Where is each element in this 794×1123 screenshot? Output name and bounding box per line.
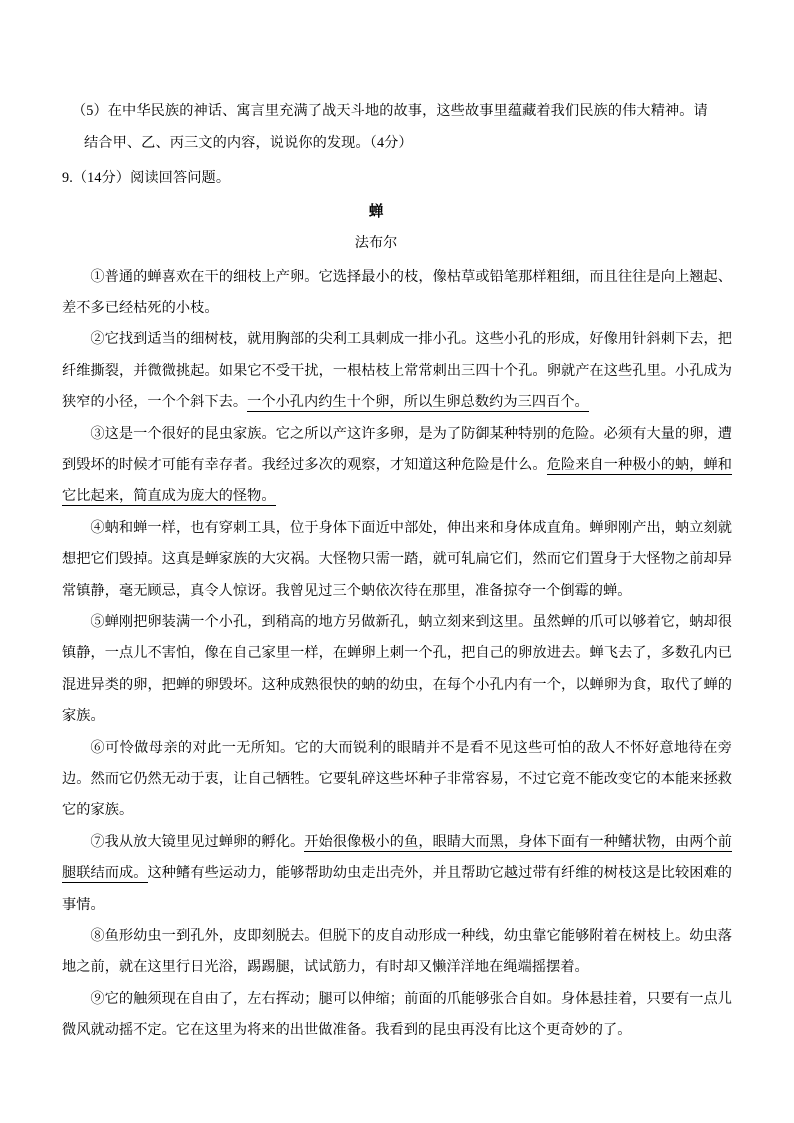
article-paragraph [62, 324, 732, 418]
article-paragraph [62, 607, 732, 733]
article-paragraph [62, 921, 732, 984]
carry-over-question-line-2: 结合甲、乙、丙三文的内容，说说你的发现。（4分） [84, 134, 413, 151]
paragraph-text: ②它找到适当的细树枝，就用胸部的尖利工具刺成一排小孔。这些小孔的形成，好像用针斜刺下去，把纤维撕裂，并微微挑起。如果它不受干扰，一根枯枝上常常刺出三四十个孔。卵就产在这些孔里。小孔成为狭窄的小径，一个个斜下去。 [62, 331, 732, 411]
paragraph-text: ⑥可怜做母亲的对此一无所知。它的大而锐利的眼睛并不是看不见这些可怕的敌人不怀好意地待在旁边。然而它仍然无动于衷，让自己牺牲。它要轧碎这些坏种子非常容易，不过它竟不能改变它的本能来拯救它的家族。 [62, 739, 732, 819]
paragraph-text: ①普通的蝉喜欢在干的细枝上产卵。它选择最小的枝，像枯草或铅笔那样粗细，而且往往是向上翘起、差不多已经枯死的小枝。 [62, 268, 732, 316]
carry-over-question [62, 96, 732, 159]
article-body [62, 262, 732, 1047]
article-paragraph [62, 827, 732, 921]
question-stem: 9.（14分）阅读回答问题。 [62, 170, 231, 186]
underlined-text: 开始很像极小的鱼，眼睛大而黑，身体下面有一种鳍状物，由两个前腿联结而成。 [62, 833, 732, 882]
paragraph-text: ④蚋和蝉一样，也有穿刺工具，位于身体下面近中部处，伸出来和身体成直角。蝉卵刚产出，蚋立刻就想把它们毁掉。这真是蝉家族的大灾祸。大怪物只需一踏，就可轧扁它们，然而它们置身于大怪物之前却异常镇静，毫无顾忌，真令人惊讶。我曾见过三个蚋依次待在那里，准备掠夺一个倒霉的蝉。 [62, 519, 732, 599]
underlined-text: 危险来自一种极小的蚋，蝉和它比起来，简直成为庞大的怪物。 [62, 456, 733, 505]
paragraph-text: ⑤蝉刚把卵装满一个小孔，到稍高的地方另做新孔，蚋立刻来到这里。虽然蝉的爪可以够着它，蚋却很镇静，一点儿不害怕，像在自己家里一样，在蝉卵上刺一个孔，把自己的卵放进去。蝉飞去了，多数孔内已混进异类的卵，把蝉的卵毁坏。这种成熟很快的蚋的幼虫，在每个小孔内有一个，以蝉卵为食，取代了蝉的家族。 [62, 613, 732, 725]
carry-over-question-line-1: （5）在中华民族的神话、寓言里充满了战天斗地的故事，这些故事里蕴藏着我们民族的伟大精神。请 [72, 103, 708, 119]
article-paragraph [62, 984, 732, 1047]
underlined-text: 一个小孔内约生十个卵，所以生卵总数约为三四百个。 [247, 394, 589, 411]
paragraph-text: 这种鳍有些运动力，能够帮助幼虫走出壳外，并且帮助它越过带有纤维的树枝这是比较困难的事情。 [62, 865, 732, 913]
paragraph-text: ⑨它的触须现在自由了，左右挥动；腿可以伸缩；前面的爪能够张合自如。身体悬挂着，只要有一点儿微风就动摇不定。它在这里为将来的出世做准备。我看到的昆虫再没有比这个更奇妙的了。 [62, 990, 732, 1039]
paragraph-text: ③这是一个很好的昆虫家族。它之所以产这许多卵，是为了防御某种特别的危险。必须有大量的卵，遭到毁坏的时候才可能有幸存者。我经过多次的观察，才知道这种危险是什么。 [62, 425, 732, 473]
article-paragraph [62, 262, 732, 325]
article-author: 法布尔 [354, 235, 398, 251]
paragraph-text: ⑦我从放大镜里见过蝉卵的孵化。 [90, 833, 305, 850]
article-paragraph [62, 419, 732, 513]
article-paragraph [62, 733, 732, 827]
article-paragraph [62, 513, 732, 607]
paragraph-text: ⑧鱼形幼虫一到孔外，皮即刻脱去。但脱下的皮自动形成一种线，幼虫靠它能够附着在树枝上。幼虫落地之前，就在这里行日光浴，踢踢腿，试试筋力，有时却又懒洋洋地在绳端摇摆着。 [62, 928, 732, 976]
article-title: 蝉 [368, 203, 384, 220]
